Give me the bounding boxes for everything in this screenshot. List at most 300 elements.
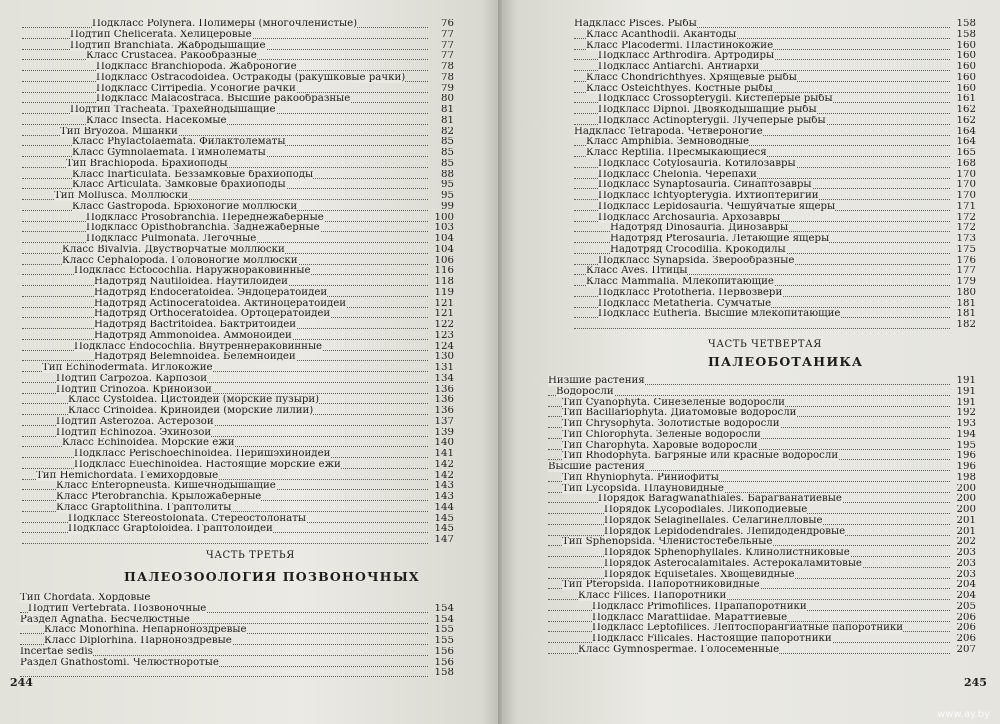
toc-entry xyxy=(22,170,454,181)
toc-entry xyxy=(548,623,976,634)
toc-entry xyxy=(548,570,976,581)
toc-entry xyxy=(22,460,454,471)
entry-page-number: 172 xyxy=(956,223,976,234)
toc-entry xyxy=(22,73,454,84)
toc-entry xyxy=(22,428,454,439)
toc-entry xyxy=(22,191,454,202)
toc-entry xyxy=(574,62,976,73)
entry-title: Надотряд Actinoceratoidea. Актиноцератоидеи xyxy=(94,298,347,309)
toc-entry xyxy=(548,441,976,452)
entry-page-number: 134 xyxy=(434,373,454,384)
entry-page-number: 137 xyxy=(434,416,454,427)
entry-page-number: 180 xyxy=(956,287,976,298)
toc-entry xyxy=(22,159,454,170)
toc-entry xyxy=(548,408,976,419)
entry-page-number: 173 xyxy=(956,234,976,244)
entry-title: Класс Phylactolaemata. Филактолематы xyxy=(72,137,286,148)
entry-title: Тип Rhodophyta. Багряные или красные водоросли xyxy=(562,451,839,462)
toc-entry xyxy=(22,127,454,138)
entry-title: Подкласс Synapsida. Зверообразные xyxy=(598,255,795,266)
toc-entry xyxy=(22,62,454,73)
entry-page-number: 160 xyxy=(956,83,976,94)
section-title: ПАЛЕОЗООЛОГИЯ ПОЗВОНОЧНЫХ xyxy=(124,569,420,584)
entry-title: Водоросли xyxy=(556,386,614,397)
toc-entry xyxy=(548,419,976,430)
toc-entry xyxy=(548,376,976,387)
entry-title: Подкласс Leptofilices. Лептоспорангиатные папоротники xyxy=(592,623,904,634)
toc-entry xyxy=(22,234,454,245)
entry-title: Подкласс Ostracodoidea. Остракоды (ракушковые рачки) xyxy=(96,72,406,83)
entry-title: Класс Crustacea. Ракообразные xyxy=(86,51,257,62)
toc-entry xyxy=(22,514,454,525)
toc-entry xyxy=(548,430,976,441)
toc-entry xyxy=(22,202,454,213)
entry-title: Низшие растения xyxy=(548,376,645,386)
entry-title: Тип Chlorophyta. Зеленые водоросли xyxy=(562,429,761,440)
entry-title: Подкласс Ectocochlia. Наружнораковинные xyxy=(74,266,311,277)
toc-entry xyxy=(548,645,976,656)
entry-title: Тип Echinodermata. Иглокожие xyxy=(42,363,213,373)
entry-title: Подкласс Malacostraca. Высшие ракообразные xyxy=(96,94,351,105)
entry-title: Надотряд Crocodilia. Крокодилы xyxy=(610,244,786,255)
entry-title: Подкласс Lepidosauria. Чешуйчатые ящеры xyxy=(598,201,836,212)
entry-page-number: 78 xyxy=(441,62,454,72)
entry-page-number: 80 xyxy=(441,94,454,105)
entry-page-number: 176 xyxy=(956,255,976,266)
entry-title: Тип Hemichordata. Гемихордовые xyxy=(36,470,219,481)
entry-page-number: 162 xyxy=(956,115,976,126)
entry-title: Подкласс Filicales. Настоящие папоротники xyxy=(592,634,832,644)
entry-page-number: 204 xyxy=(956,580,976,591)
toc-entry xyxy=(22,94,454,105)
toc-entry xyxy=(22,503,454,514)
entry-page-number: 104 xyxy=(434,244,454,255)
entry-title: Надкласс Pisces. Рыбы xyxy=(574,19,697,29)
page-number: 245 xyxy=(964,676,987,689)
toc-entry xyxy=(22,417,454,428)
toc-entry xyxy=(22,277,454,288)
entry-page-number: 131 xyxy=(434,363,454,373)
entry-page-number: 202 xyxy=(956,537,976,548)
entry-page-number: 121 xyxy=(434,309,454,320)
toc-entry xyxy=(20,668,454,679)
entry-page-number: 158 xyxy=(956,29,976,40)
toc-entry xyxy=(22,213,454,224)
entry-title: Надотряд Orthoceratoidea. Ортоцератоидеи xyxy=(94,309,331,320)
toc-entry xyxy=(574,288,976,299)
entry-title: Подкласс Antiarchi. Антиархи xyxy=(598,62,760,72)
toc-entry xyxy=(574,51,976,62)
entry-title: Класс Placodermi. Пластинокожие xyxy=(586,40,774,51)
entry-page-number: 168 xyxy=(956,158,976,169)
entry-page-number: 141 xyxy=(434,449,454,459)
entry-title: Подкласс Archosauria. Архозавры xyxy=(598,212,781,223)
entry-page-number: 193 xyxy=(956,419,976,429)
entry-title: Подкласс Polynera. Полимеры (многочленистые) xyxy=(92,19,358,29)
entry-page-number: 136 xyxy=(434,395,454,406)
toc-entry xyxy=(574,180,976,191)
toc-left-top xyxy=(22,19,454,546)
entry-title: Подкласс Chelonia. Черепахи xyxy=(598,169,757,180)
part-label: ЧАСТЬ ТРЕТЬЯ xyxy=(206,550,295,561)
entry-title: Тип Mollusca. Моллюски xyxy=(54,191,188,201)
entry-title: Подкласс Stereostolonata. Стереостолонаты xyxy=(68,513,306,524)
toc-entry xyxy=(22,374,454,385)
toc-entry xyxy=(22,320,454,331)
toc-entry xyxy=(574,30,976,41)
entry-title: Класс Bivalvia. Двустворчатые моллюски xyxy=(62,244,285,255)
entry-page-number: 191 xyxy=(956,386,976,397)
entry-page-number: 206 xyxy=(956,623,976,634)
entry-title: Класс Chondrichthyes. Хрящевые рыбы xyxy=(586,72,797,83)
toc-entry xyxy=(548,387,976,398)
entry-title: Надотряд Endoceratoidea. Эндоцератоидеи xyxy=(94,287,328,298)
toc-entry xyxy=(574,256,976,267)
toc-entry xyxy=(574,73,976,84)
entry-page-number: 142 xyxy=(434,470,454,481)
entry-title: Подкласс Prototheria. Первозвери xyxy=(598,287,783,298)
entry-page-number: 175 xyxy=(956,244,976,255)
entry-title: Подтип Tracheata. Трахейнодышащие xyxy=(70,105,276,115)
entry-title: Надкласс Tetrapoda. Четвероногие xyxy=(574,126,763,137)
entry-page-number: 194 xyxy=(956,429,976,440)
entry-title: Класс Cephalopoda. Головоногие моллюски xyxy=(62,255,298,266)
toc-entry xyxy=(22,492,454,503)
toc-entry xyxy=(548,613,976,624)
entry-title: Incertae sedis xyxy=(20,646,93,657)
entry-page-number: 77 xyxy=(441,51,454,62)
toc-entry xyxy=(574,234,976,245)
entry-page-number: 160 xyxy=(956,51,976,62)
toc-entry xyxy=(574,105,976,116)
toc-entry xyxy=(548,580,976,591)
toc-entry xyxy=(22,223,454,234)
entry-title: Надотряд Dinosauria. Динозавры xyxy=(610,223,789,234)
entry-title: Подкласс Primofilices. Прапапоротники xyxy=(592,601,807,612)
entry-page-number: 158 xyxy=(956,19,976,29)
entry-page-number: 171 xyxy=(956,201,976,212)
entry-title: Порядок Lepidodendrales. Лепидодендровые xyxy=(604,526,846,537)
entry-title: Раздел Agnatha. Бесчелюстные xyxy=(20,614,190,625)
toc-entry xyxy=(22,406,454,417)
entry-page-number: 162 xyxy=(956,105,976,115)
leader-dots xyxy=(574,320,950,329)
entry-title: Подкласс Eutheria. Высшие млекопитающие xyxy=(598,309,841,320)
entry-page-number: 81 xyxy=(441,115,454,126)
entry-page-number: 82 xyxy=(441,126,454,137)
entry-page-number: 118 xyxy=(434,277,454,287)
entry-title: Подкласс Branchiopoda. Жаброногие xyxy=(96,62,297,72)
entry-page-number: 79 xyxy=(441,83,454,94)
toc-entry xyxy=(574,84,976,95)
toc-entry xyxy=(548,559,976,570)
entry-title: Подкласс Arthrodira. Артродиры xyxy=(598,51,775,62)
toc-entry xyxy=(574,277,976,288)
entry-title: Тип Chordata. Хордовые xyxy=(20,593,151,603)
toc-entry xyxy=(574,202,976,213)
entry-title: Подкласс Cotylosauria. Котилозавры xyxy=(598,158,796,169)
entry-title: Подкласс Marattiidae. Мараттиевые xyxy=(592,612,788,623)
entry-page-number: 160 xyxy=(956,72,976,83)
entry-title: Класс Reptilia. Пресмыкающиеся xyxy=(586,148,767,158)
toc-entry xyxy=(548,602,976,613)
toc-right-top xyxy=(574,19,976,331)
toc-entry xyxy=(574,191,976,202)
entry-title: Тип Bryozoa. Мшанки xyxy=(60,126,178,137)
toc-entry xyxy=(548,505,976,516)
entry-title: Подкласс Graptoloidea. Граптолоидеи xyxy=(68,524,273,535)
entry-title: Класс Echinoidea. Морские ежи xyxy=(62,438,235,449)
entry-title: Подтип Carpozoa. Карпозои xyxy=(56,373,208,384)
entry-title: Подтип Chelicerata. Хелицеровые xyxy=(70,29,252,40)
entry-title: Тип Rhyniophyta. Риниофиты xyxy=(562,472,719,483)
toc-entry xyxy=(20,647,454,658)
entry-title: Подкласс Ichtyopterygia. Ихтиоптеригии xyxy=(598,191,819,201)
toc-entry xyxy=(22,180,454,191)
toc-entry xyxy=(22,471,454,482)
entry-page-number: 103 xyxy=(434,223,454,234)
entry-page-number: 196 xyxy=(956,451,976,462)
entry-title: Порядок Baragwanathiales. Барагванатиевые xyxy=(598,494,842,505)
toc-entry xyxy=(574,320,976,331)
toc-entry xyxy=(22,395,454,406)
entry-title: Надотряд Nautiloidea. Наутилоидеи xyxy=(94,277,288,287)
entry-title: Класс Inarticulata. Беззамковые брахиоподы xyxy=(72,169,314,180)
toc-entry xyxy=(20,615,454,626)
entry-title: Класс Amphibia. Земноводные xyxy=(586,137,750,148)
entry-page-number: 88 xyxy=(441,169,454,180)
entry-page-number: 106 xyxy=(434,255,454,266)
entry-title: Подтип Echinozoa. Эхинозои xyxy=(56,427,212,438)
entry-title: Тип Lycopsida. Плауновидные xyxy=(562,483,724,494)
toc-entry xyxy=(574,245,976,256)
entry-page-number: 119 xyxy=(434,287,454,298)
toc-entry xyxy=(22,342,454,353)
toc-entry xyxy=(22,51,454,62)
toc-entry xyxy=(22,385,454,396)
toc-entry xyxy=(548,494,976,505)
toc-entry xyxy=(574,223,976,234)
entry-title: Класс Cystoidea. Цистоидеи (морские пузыри) xyxy=(68,395,320,406)
toc-entry xyxy=(22,363,454,374)
entry-page-number: 205 xyxy=(956,601,976,612)
entry-page-number: 204 xyxy=(956,591,976,601)
toc-entry xyxy=(548,591,976,602)
entry-page-number: 179 xyxy=(956,277,976,287)
entry-title: Порядок Lycopodiales. Ликоподиевые xyxy=(604,505,808,515)
entry-page-number: 85 xyxy=(441,158,454,169)
entry-page-number: 145 xyxy=(434,524,454,535)
entry-page-number: 170 xyxy=(956,180,976,191)
entry-page-number: 191 xyxy=(956,397,976,408)
entry-title: Подкласс Cirripedia. Усоногие рачки xyxy=(96,83,296,94)
entry-page-number: 85 xyxy=(441,137,454,148)
toc-entry xyxy=(22,245,454,256)
toc-entry xyxy=(20,625,454,636)
entry-page-number: 160 xyxy=(956,40,976,51)
entry-page-number: 206 xyxy=(956,634,976,644)
entry-title: Надотряд Bactritoidea. Бактритоидеи xyxy=(94,320,297,330)
entry-page-number: 156 xyxy=(434,657,454,668)
toc-entry xyxy=(548,451,976,462)
entry-title: Порядок Sphenophyllales. Клинолистниковые xyxy=(604,548,850,558)
entry-page-number: 147 xyxy=(434,535,454,545)
entry-page-number: 122 xyxy=(434,320,454,330)
entry-page-number: 156 xyxy=(434,646,454,657)
entry-page-number: 201 xyxy=(956,526,976,537)
entry-page-number: 154 xyxy=(434,614,454,625)
entry-page-number: 198 xyxy=(956,472,976,483)
entry-page-number: 78 xyxy=(441,72,454,83)
entry-title: Надотряд Belemnoidea. Белемноидеи xyxy=(94,352,296,363)
toc-entry xyxy=(574,213,976,224)
entry-page-number: 155 xyxy=(434,636,454,646)
entry-page-number: 143 xyxy=(434,492,454,502)
toc-entry xyxy=(22,256,454,267)
entry-title: Класс Insecta. Насекомые xyxy=(86,115,227,126)
entry-title: Подкласс Actinopterygii. Лучеперые рыбы xyxy=(598,115,826,126)
entry-title: Класс Articulata. Замковые брахиоподы xyxy=(72,180,286,191)
entry-title: Подтип Asterozoa. Астерозои xyxy=(56,416,214,427)
entry-title: Подтип Crinozoa. Криноизои xyxy=(56,384,212,395)
entry-page-number: 206 xyxy=(956,612,976,623)
toc-entry xyxy=(20,658,454,669)
entry-page-number: 161 xyxy=(956,94,976,105)
toc-entry xyxy=(574,137,976,148)
toc-entry xyxy=(548,484,976,495)
toc-entry xyxy=(548,634,976,645)
toc-entry xyxy=(22,148,454,159)
page-number: 244 xyxy=(10,676,33,689)
entry-title: Класс Enteropneusta. Кишечнодышащие xyxy=(56,481,276,492)
toc-entry xyxy=(22,481,454,492)
entry-page-number: 136 xyxy=(434,406,454,416)
entry-page-number: 95 xyxy=(441,191,454,201)
entry-page-number: 95 xyxy=(441,180,454,191)
entry-page-number: 99 xyxy=(441,201,454,212)
entry-title: Класс Gastropoda. Брюхоногие моллюски xyxy=(72,201,298,212)
entry-title: Подкласс Metatheria. Сумчатые xyxy=(598,298,772,309)
entry-page-number: 196 xyxy=(956,462,976,472)
toc-entry xyxy=(22,30,454,41)
entry-page-number: 158 xyxy=(434,668,454,679)
entry-page-number: 181 xyxy=(956,298,976,309)
entry-title: Тип Sphenopsida. Членистостебельные xyxy=(562,537,773,548)
toc-entry xyxy=(22,331,454,342)
entry-title: Подкласс Euechinoidea. Настоящие морские ежи xyxy=(74,459,341,470)
toc-entry xyxy=(574,159,976,170)
entry-title: Класс Gymnolaemata. Гимнолематы xyxy=(72,148,266,158)
entry-page-number: 136 xyxy=(434,384,454,395)
entry-page-number: 164 xyxy=(956,137,976,148)
toc-entry xyxy=(548,462,976,473)
entry-page-number: 81 xyxy=(441,105,454,115)
entry-title: Подтип Branchiata. Жабродышащие xyxy=(70,40,266,51)
entry-page-number: 121 xyxy=(434,298,454,309)
toc-entry xyxy=(22,438,454,449)
leader-dots xyxy=(22,535,428,544)
toc-entry xyxy=(574,94,976,105)
entry-page-number: 145 xyxy=(434,513,454,524)
entry-title: Класс Acanthodii. Акантоды xyxy=(586,29,737,40)
toc-entry xyxy=(22,288,454,299)
entry-page-number: 195 xyxy=(956,440,976,451)
entry-page-number: 76 xyxy=(441,19,454,29)
toc-entry xyxy=(22,105,454,116)
toc-entry xyxy=(548,516,976,527)
toc-entry xyxy=(22,309,454,320)
entry-title: Надотряд Pterosauria. Летающие ящеры xyxy=(610,234,830,244)
entry-title: Высшие растения xyxy=(548,462,645,472)
toc-entry xyxy=(574,116,976,127)
entry-page-number: 164 xyxy=(956,126,976,137)
entry-title: Порядок Equisetales. Хвощевидные xyxy=(604,569,795,580)
entry-page-number: 170 xyxy=(956,169,976,180)
entry-page-number: 172 xyxy=(956,212,976,223)
toc-left-bottom xyxy=(20,593,454,679)
entry-title: Класс Aves. Птицы xyxy=(586,266,688,277)
toc-entry xyxy=(20,636,454,647)
entry-title: Подкласс Pulmonata. Легочные xyxy=(86,234,257,244)
entry-page-number: 165 xyxy=(956,148,976,158)
toc-entry xyxy=(22,524,454,535)
entry-page-number: 124 xyxy=(434,341,454,352)
entry-page-number: 160 xyxy=(956,62,976,72)
toc-entry xyxy=(574,266,976,277)
entry-page-number: 200 xyxy=(956,494,976,505)
entry-title: Подкласс Synaptosauria. Синаптозавры xyxy=(598,180,812,191)
toc-entry xyxy=(548,473,976,484)
entry-title: Подкласс Opisthobranchia. Заднежаберные xyxy=(86,223,320,234)
leader-dots xyxy=(20,668,428,677)
entry-page-number: 155 xyxy=(434,625,454,636)
entry-page-number: 139 xyxy=(434,427,454,438)
entry-title: Тип Cyanophyta. Синезеленые водоросли xyxy=(562,397,785,408)
entry-title: Подкласс Crossopterygii. Кистеперые рыбы xyxy=(598,94,833,105)
toc-entry xyxy=(22,116,454,127)
entry-title: Класс Osteichthyes. Костные рыбы xyxy=(586,83,773,94)
entry-title: Тип Pteropsida. Папоротниковидные xyxy=(562,580,760,591)
entry-title: Подкласс Endocochlia. Внутреннераковинные xyxy=(74,341,323,352)
entry-page-number: 154 xyxy=(434,603,454,614)
entry-title: Класс Graptolithina. Граптолиты xyxy=(56,502,232,513)
toc-entry xyxy=(22,137,454,148)
entry-page-number: 140 xyxy=(434,438,454,449)
entry-title: Класс Mammalia. Млекопитающие xyxy=(586,277,774,287)
toc-entry xyxy=(20,593,454,604)
entry-page-number: 203 xyxy=(956,558,976,569)
entry-title: Подкласс Dipnoi. Двоякодышащие рыбы xyxy=(598,105,817,115)
entry-title: Подкласс Prosobranchia. Переднежаберные xyxy=(86,212,324,223)
section-title: ПАЛЕОБОТАНИКА xyxy=(708,354,864,369)
entry-title: Класс Gymnospermae. Голосеменные xyxy=(578,644,780,655)
entry-page-number: 100 xyxy=(434,212,454,223)
entry-title: Порядок Selaginellales. Селагинелловые xyxy=(604,515,823,526)
toc-entry xyxy=(548,398,976,409)
part-label: ЧАСТЬ ЧЕТВЕРТАЯ xyxy=(708,339,822,350)
entry-title: Тип Chrysophyta. Золотистые водоросли xyxy=(562,419,780,429)
entry-page-number: 203 xyxy=(956,548,976,558)
toc-entry xyxy=(548,548,976,559)
entry-title: Класс Filices. Папоротники xyxy=(578,591,727,601)
entry-title: Класс Crinoidea. Криноидеи (морские лилии) xyxy=(68,406,314,416)
toc-entry xyxy=(574,127,976,138)
entry-title: Класс Pterobranchia. Крыложаберные xyxy=(56,492,262,502)
entry-title: Тип Brachiopoda. Брахиоподы xyxy=(66,158,228,169)
toc-entry xyxy=(574,41,976,52)
entry-title: Тип Charophyta. Харовые водоросли xyxy=(562,440,758,451)
entry-title: Подкласс Perischoechinoidea. Перишэхиноидеи xyxy=(74,449,331,459)
